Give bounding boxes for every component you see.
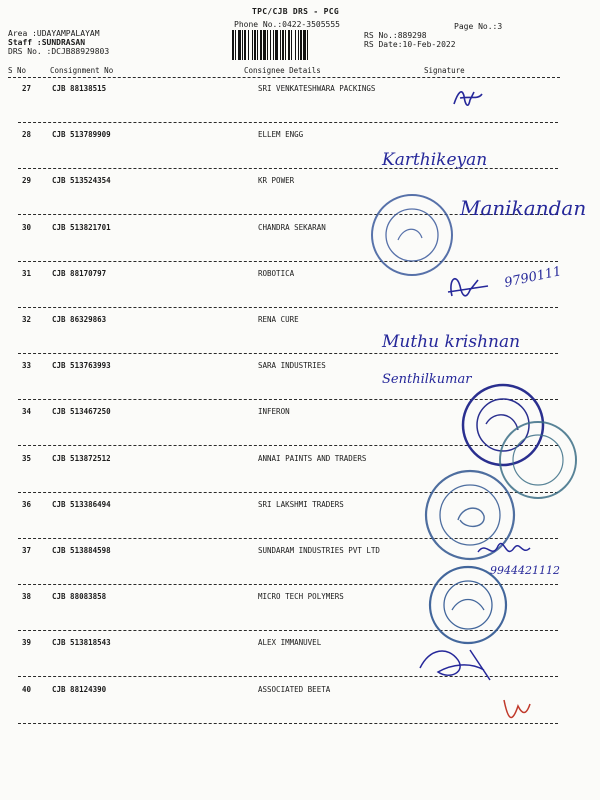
row-sno: 37 bbox=[22, 546, 32, 555]
row-consignment-number: CJB 88083858 bbox=[52, 592, 107, 601]
signature-40 bbox=[504, 700, 530, 717]
row-consignment-number: CJB 513524354 bbox=[52, 176, 111, 185]
row-consignment-number: CJB 88170797 bbox=[52, 269, 107, 278]
row-consignment-number: CJB 513763993 bbox=[52, 361, 111, 370]
signature-37 bbox=[478, 543, 530, 552]
row-consignee-name: ASSOCIATED BEETA bbox=[258, 685, 331, 694]
row-consignment-number: CJB 513884598 bbox=[52, 546, 111, 555]
row-sno: 34 bbox=[22, 407, 32, 416]
column-header-consignee: Consignee Details bbox=[244, 66, 321, 75]
handwriting-karthikeyan: Karthikeyan bbox=[382, 150, 488, 170]
handwriting-senthilkumar: Senthilkumar bbox=[382, 372, 472, 387]
row-sno: 39 bbox=[22, 638, 32, 647]
row-consignee-name: ROBOTICA bbox=[258, 269, 295, 278]
document-title: TPC/CJB DRS - PCG bbox=[252, 7, 339, 16]
row-consignment-number: CJB 513818543 bbox=[52, 638, 111, 647]
row-sno: 27 bbox=[22, 84, 32, 93]
row-sno: 32 bbox=[22, 315, 32, 324]
row-consignee-name: KR POWER bbox=[258, 176, 295, 185]
row-consignee-name: RENA CURE bbox=[258, 315, 299, 324]
signature-39 bbox=[420, 650, 490, 680]
row-consignee-name: SUNDARAM INDUSTRIES PVT LTD bbox=[258, 546, 380, 555]
row-sno: 35 bbox=[22, 454, 32, 463]
stamp-sakthi-gear bbox=[372, 195, 452, 275]
row-consignment-number: CJB 88138515 bbox=[52, 84, 107, 93]
row-sno: 38 bbox=[22, 592, 32, 601]
row-consignment-number: CJB 513872512 bbox=[52, 454, 111, 463]
signature-27 bbox=[454, 92, 482, 105]
column-header-signature: Signature bbox=[424, 66, 465, 75]
row-consignee-name: SRI VENKATESHWARA PACKINGS bbox=[258, 84, 376, 93]
row-sno: 30 bbox=[22, 223, 32, 232]
row-consignee-name: SARA INDUSTRIES bbox=[258, 361, 326, 370]
row-sno: 36 bbox=[22, 500, 32, 509]
row-consignment-number: CJB 86329863 bbox=[52, 315, 107, 324]
stamp-dakshan bbox=[426, 471, 514, 559]
row-consignee-name: ANNAI PAINTS AND TRADERS bbox=[258, 454, 367, 463]
drs-number: DRS No. :DCJB88929803 bbox=[8, 47, 110, 56]
stamp-micro-tech bbox=[430, 567, 506, 643]
signature-31 bbox=[448, 279, 488, 296]
staff-label: Staff :SUNDRASAN bbox=[8, 38, 86, 47]
row-consignee-name: ELLEM ENGG bbox=[258, 130, 304, 139]
phone-number: Phone No.:0422-3505555 bbox=[234, 20, 340, 29]
rs-number: RS No.:889298 bbox=[364, 31, 427, 40]
page-number: Page No.:3 bbox=[454, 22, 503, 31]
stamp-infermo bbox=[463, 385, 543, 465]
row-sno: 31 bbox=[22, 269, 32, 278]
row-sno: 28 bbox=[22, 130, 32, 139]
row-consignee-name: MICRO TECH POLYMERS bbox=[258, 592, 344, 601]
row-sno: 29 bbox=[22, 176, 32, 185]
area-label: Area :UDAYAMPALAYAM bbox=[8, 29, 100, 38]
row-sno: 33 bbox=[22, 361, 32, 370]
row-consignee-name: SRI LAKSHMI TRADERS bbox=[258, 500, 344, 509]
row-consignment-number: CJB 513789909 bbox=[52, 130, 111, 139]
column-header-consignment: Consignment No bbox=[50, 66, 114, 75]
column-header-sno: S No bbox=[8, 66, 27, 75]
stamp-annai bbox=[500, 422, 576, 498]
row-consignment-number: CJB 88124390 bbox=[52, 685, 107, 694]
row-consignment-number: CJB 513821701 bbox=[52, 223, 111, 232]
row-consignee-name: INFERON bbox=[258, 407, 290, 416]
handwriting-manikandan: Manikandan bbox=[460, 196, 587, 220]
handwriting-number-1: 9790111 bbox=[503, 264, 563, 291]
row-sno: 40 bbox=[22, 685, 32, 694]
row-consignment-number: CJB 513467250 bbox=[52, 407, 111, 416]
row-consignment-number: CJB 513386494 bbox=[52, 500, 111, 509]
row-consignee-name: CHANDRA SEKARAN bbox=[258, 223, 326, 232]
row-consignee-name: ALEX IMMANUVEL bbox=[258, 638, 322, 647]
handwriting-number-2: 9944421112 bbox=[490, 564, 560, 577]
handwriting-muthukrishnan: Muthu krishnan bbox=[382, 332, 521, 352]
rs-date: RS Date:10-Feb-2022 bbox=[364, 40, 456, 49]
